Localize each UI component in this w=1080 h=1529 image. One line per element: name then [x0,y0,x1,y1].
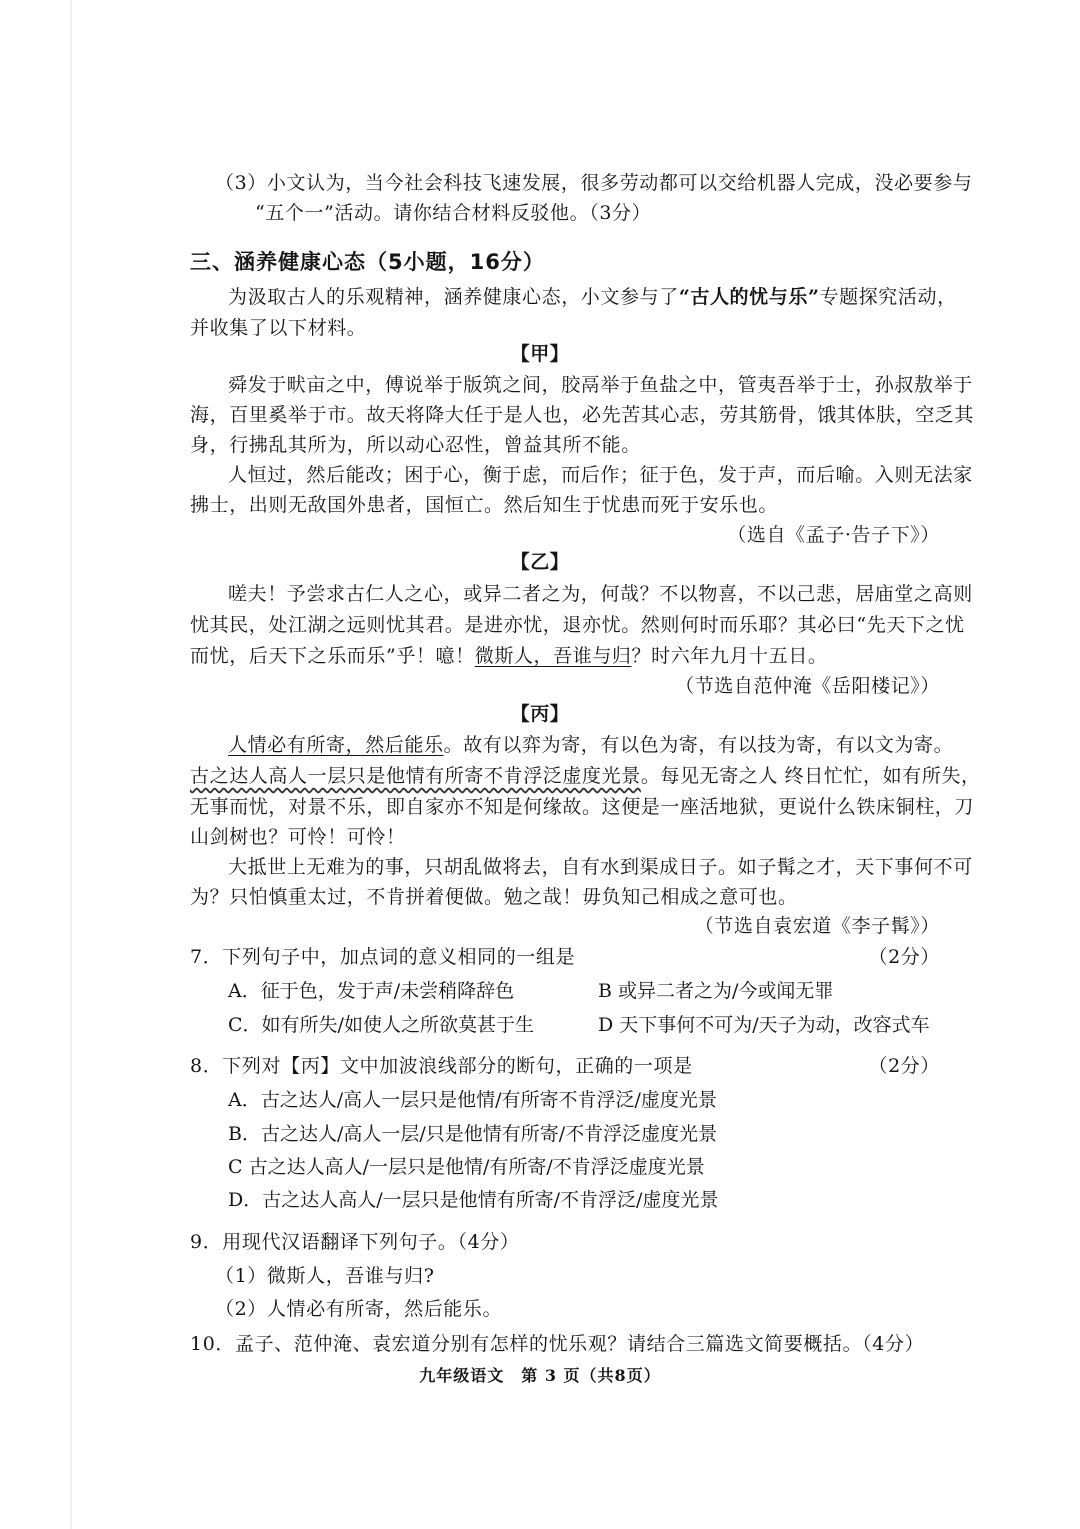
q9-sentence-1: （1）微斯人，吾谁与归? [215,1265,435,1287]
yi-line3-c: ？时六年九月十五日。 [631,645,828,667]
q3-line2: “五个一”活动。请你结合材料反驳他。（3分） [255,202,652,224]
section-intro-line2: 并收集了以下材料。 [190,317,367,339]
yi-line2: 忧其民，处江湖之远则忧其君。是进亦忧，退亦忧。然则何时而乐耶？其必曰“先天下之忧 [190,614,965,636]
bing-source: （节选自袁宏道《李子髯》） [694,915,940,937]
jia-line4: 人恒过，然后能改；困于心，衡于虑，而后作；征于色，发于声，而后喻。入则无法家 [228,464,973,486]
q7-option-a: A．征于色，发于声/未尝稍降辞色 [228,980,515,1002]
page-footer: 九年级语文 第 3 页（共8页） [419,1366,661,1385]
q10-stem: 10．孟子、范仲淹、袁宏道分别有怎样的忧乐观？请结合三篇选文简要概括。（4分） [190,1333,925,1355]
q8-option-b: B．古之达人/高人一层/只是他情有所寄/不肯浮泛虚度光景 [228,1123,718,1145]
passage-yi-heading: 【乙】 [510,551,570,573]
scan-edge [70,0,72,1529]
jia-line5: 拂士，出则无敌国外患者，国恒亡。然后知生于忧患而死于安乐也。 [190,494,779,516]
jia-line3: 身，行拂乱其所为，所以动心忍性，曾益其所不能。 [190,434,641,456]
q8-score: （2分） [868,1055,940,1077]
q7-option-d: D 天下事何不可为/天子为动，改容式车 [598,1014,930,1036]
bing-wavy-phrase: 古之达人高人一层只是他情有所寄不肯浮泛虚度光景 [190,765,641,787]
q7-score: （2分） [868,946,940,968]
q8-option-d: D．古之达人高人/一层只是他情有所寄/不肯浮泛/虚度光景 [228,1189,719,1211]
bing-line1 [228,731,953,759]
q8-option-c: C 古之达人高人/一层只是他情/有所寄/不肯浮泛虚度光景 [228,1156,705,1178]
yi-line3-a: 而忧，后天下之乐而乐”乎！噫！ [190,645,475,667]
bing-line6: 为？只怕慎重太过，不肯拼着便做。勉之哉！毋负知己相成之意可也。 [190,886,798,908]
intro-text-a: 为汲取古人的乐观精神，涵养健康心态，小文参与了 [228,286,679,308]
q9-sentence-2: （2）人情必有所寄，然后能乐。 [215,1298,503,1320]
bing-line5: 大抵世上无难为的事，只胡乱做将去，自有水到渠成日子。如子髯之才，天下事何不可 [228,856,973,878]
bing-line2 [190,762,981,790]
yi-source: （节选自范仲淹《岳阳楼记》） [675,675,940,697]
q8-option-a: A．古之达人/高人一层只是他情/有所寄不肯浮泛/虚度光景 [228,1089,717,1111]
yi-line3 [190,642,828,670]
passage-jia-heading: 【甲】 [510,343,570,365]
q8-stem: 8．下列对【丙】文中加波浪线部分的断句，正确的一项是 [190,1055,693,1077]
yi-line1: 嗟夫！予尝求古仁人之心，或异二者之为，何哉？不以物喜，不以己悲，居庙堂之高则 [228,583,973,605]
section-title: 三、涵养健康心态（5小题，16分） [190,250,545,274]
bing-line4: 山剑树也？可怜！可怜！ [190,826,406,848]
jia-line1: 舜发于畎亩之中，傅说举于版筑之间，胶鬲举于鱼盐之中，管夷吾举于士，孙叔敖举于 [228,374,973,396]
q3-line1: （3）小文认为，当今社会科技飞速发展，很多劳动都可以交给机器人完成，没必要参与 [215,172,973,194]
yi-underlined-phrase: 微斯人，吾谁与归 [474,645,632,667]
bing-underlined-phrase: 人情必有所寄，然后能乐 [228,734,444,756]
bing-line1-rest: 。故有以弈为寄，有以色为寄，有以技为寄，有以文为寄。 [443,734,954,756]
intro-text-c: 专题探究活动， [819,286,957,308]
q7-option-c: C．如有所失/如使人之所欲莫甚于生 [228,1014,534,1036]
section-intro-line1 [228,283,957,311]
q7-option-b: B 或异二者之为/今或闻无罪 [598,980,834,1002]
jia-line2: 海，百里奚举于市。故天将降大任于是人也，必先苦其心志，劳其筋骨，饿其体肤，空乏其 [190,404,975,426]
jia-source: （选自《孟子·告子下》） [727,524,940,546]
q9-stem: 9．用现代汉语翻译下列句子。（4分） [190,1231,520,1253]
bing-line3: 无事而忧，对景不乐，即自家亦不知是何缘故。这便是一座活地狱，更说什么铁床铜柱，刀 [190,796,975,818]
bing-line2-rest: 。每见无寄之人 终日忙忙，如有所失， [640,765,981,787]
passage-bing-heading: 【丙】 [510,703,570,725]
q7-stem: 7．下列句子中，加点词的意义相同的一组是 [190,946,576,968]
intro-topic: “古人的忧与乐” [678,286,820,308]
